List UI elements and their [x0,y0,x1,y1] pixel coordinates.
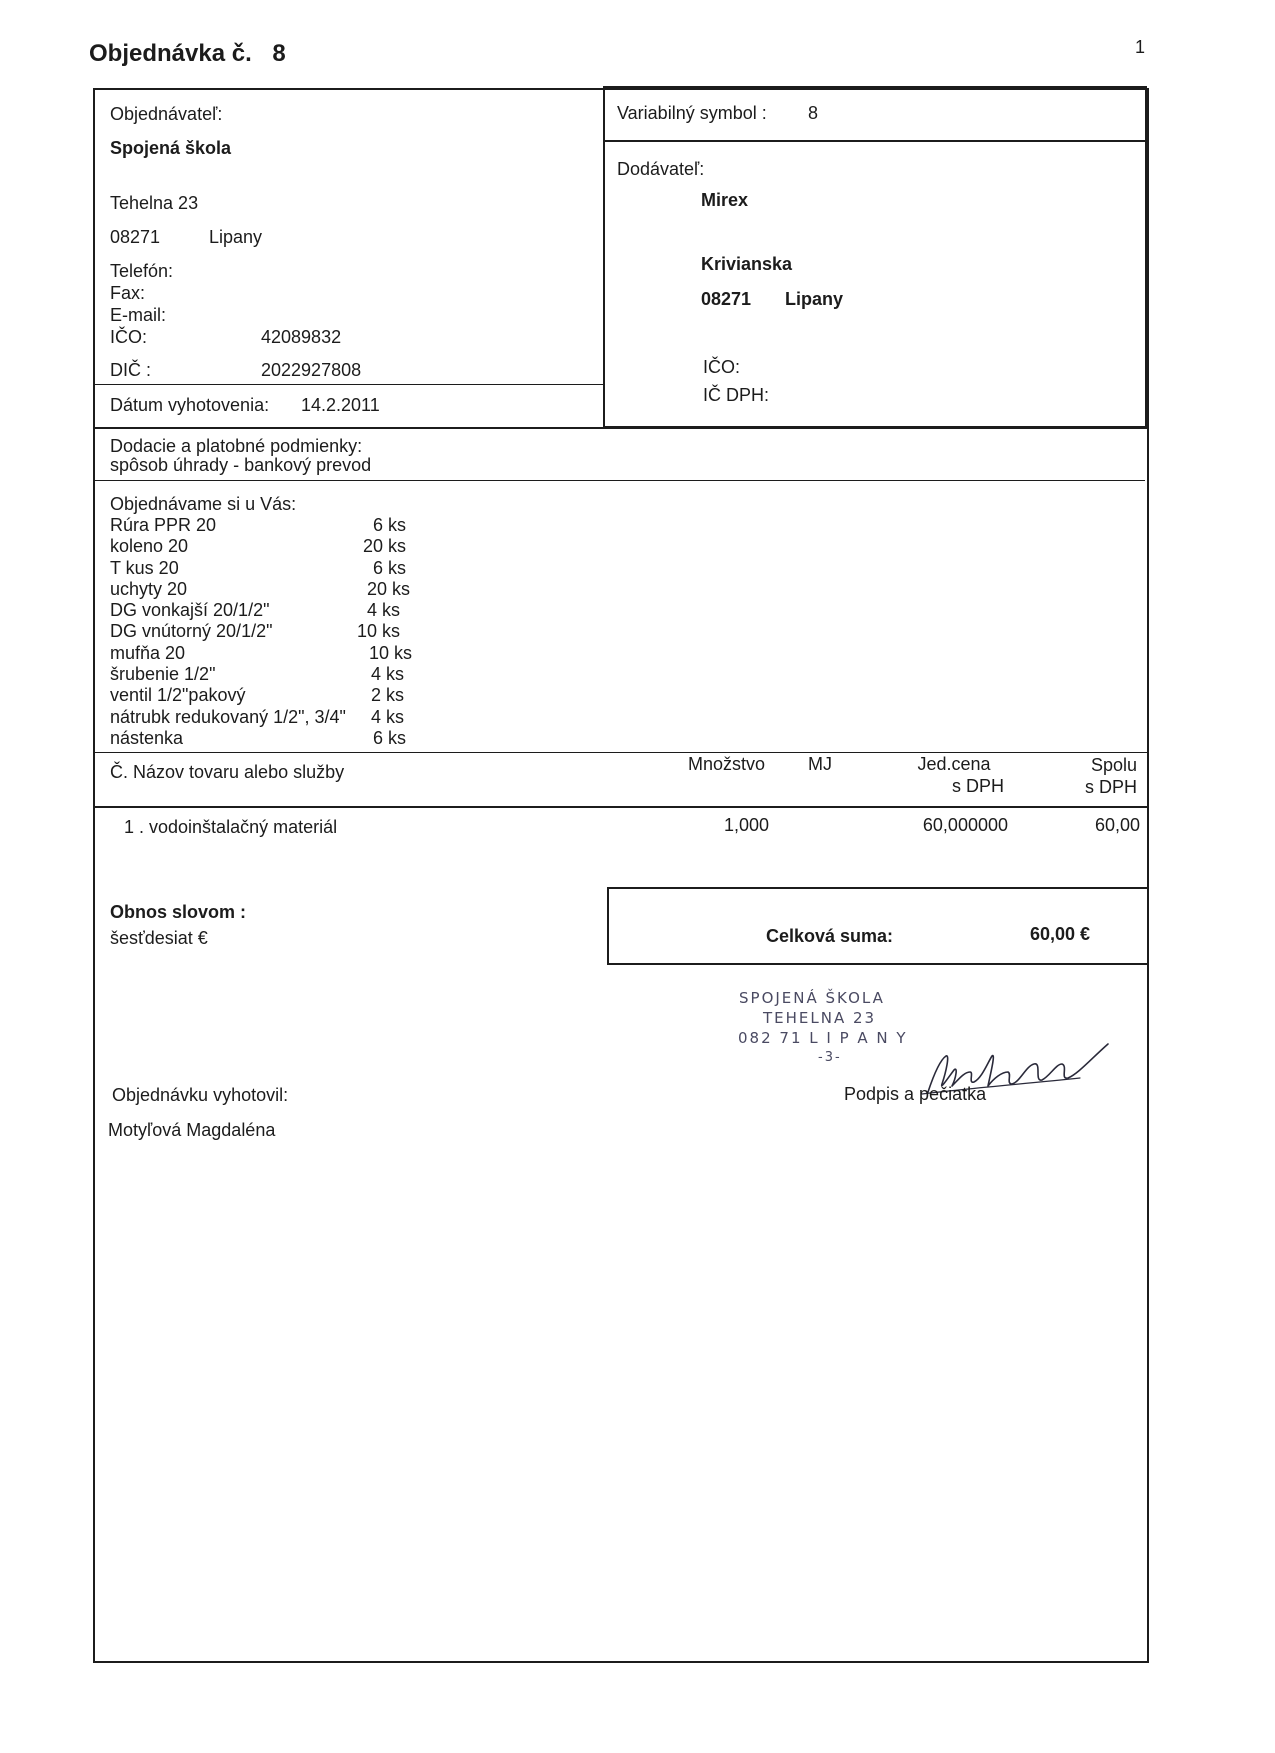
row-item-total: 60,00 [1094,815,1140,835]
list-item: ventil 1/2"pakový 2 ks [110,685,404,706]
stamp-line-3: 082 71 L I P A N Y [738,1029,908,1047]
supplier-city: Lipany [785,289,844,309]
terms-top-divider [93,427,1149,429]
total-value: 60,00 € [1030,924,1091,944]
order-note-heading: Objednávame si u Vás: [110,494,297,514]
list-item: mufňa 20 10 ks [110,642,412,663]
order-note-list [110,515,410,749]
prepared-by-name: Motyľová Magdaléna [108,1120,276,1140]
title-text: Objednávka č. [89,40,252,67]
row-item-qty: 1,000 [723,815,769,835]
col-header-name: Č. Názov tovaru alebo služby [110,762,345,782]
col-header-qty: Množstvo [688,754,766,774]
buyer-zip: 08271 [110,227,161,247]
buyer-city: Lipany [209,227,263,247]
issue-date: 14.2.2011 [301,395,380,415]
terms-label: Dodacie a platobné podmienky: [110,436,363,456]
terms-value: spôsob úhrady - bankový prevod [110,455,372,475]
terms-bottom-divider [93,480,1145,481]
issue-date-label: Dátum vyhotovenia: [110,395,270,415]
list-item: DG vnútorný 20/1/2" 10 ks [110,621,400,642]
in-words-label: Obnos slovom : [110,902,247,922]
supplier-icdph-label: IČ DPH: [703,385,770,405]
stamp-line-4: -3- [818,1050,842,1065]
row-item-name: 1 . vodoinštalačný materiál [124,817,338,837]
stamp-line-2: TEHELNA 23 [763,1009,877,1027]
col-header-total: Spolu s DPH [1084,755,1137,797]
table-header-bottom-divider [93,806,1149,808]
in-words-value: šesťdesiat € [110,928,208,948]
list-item: nátrubk redukovaný 1/2", 3/4" 4 ks [110,706,404,727]
list-item: nástenka 6 ks [110,727,406,748]
variable-symbol-label: Variabilný symbol : [617,103,767,123]
buyer-phone-label: Telefón: [110,261,174,281]
total-label: Celková suma: [766,926,894,946]
list-item: T kus 20 6 ks [110,557,406,578]
col-header-unit-price: Jed.cena s DPH [917,754,1004,796]
buyer-dic-label: DIČ : [110,360,152,380]
list-item: DG vonkajší 20/1/2" 4 ks [110,600,400,621]
supplier-zip: 08271 [701,289,752,309]
supplier-name: Mirex [701,190,749,210]
list-item: uchyty 20 20 ks [110,578,410,599]
supplier-label: Dodávateľ: [617,159,705,179]
buyer-ico: 42089832 [261,327,342,347]
signature-label: Podpis a pečiatka [844,1084,987,1104]
supplier-street: Krivianska [701,254,793,274]
list-item: šrubenie 1/2" 4 ks [110,664,404,685]
stamp-line-1: SPOJENÁ ŠKOLA [739,989,885,1007]
row-item-unit-price: 60,000000 [922,815,1008,835]
supplier-box [603,140,1147,428]
buyer-street: Tehelna 23 [110,193,199,213]
table-header-top-divider [93,752,1149,753]
prepared-by-label: Objednávku vyhotovil: [112,1085,289,1105]
buyer-fax-label: Fax: [110,283,146,303]
list-item: koleno 20 20 ks [110,536,406,557]
variable-symbol-value: 8 [808,103,819,123]
buyer-name: Spojená škola [110,138,232,158]
order-number: 8 [272,40,286,67]
date-divider [93,384,605,385]
buyer-label: Objednávateľ: [110,104,223,124]
col-header-unit: MJ [808,754,832,774]
page-title [89,40,286,68]
list-item: Rúra PPR 20 6 ks [110,515,406,535]
page-number: 1 [1135,37,1146,57]
buyer-dic: 2022927808 [261,360,362,380]
buyer-email-label: E-mail: [110,305,167,325]
buyer-ico-label: IČO: [110,327,148,347]
supplier-ico-label: IČO: [703,357,741,377]
